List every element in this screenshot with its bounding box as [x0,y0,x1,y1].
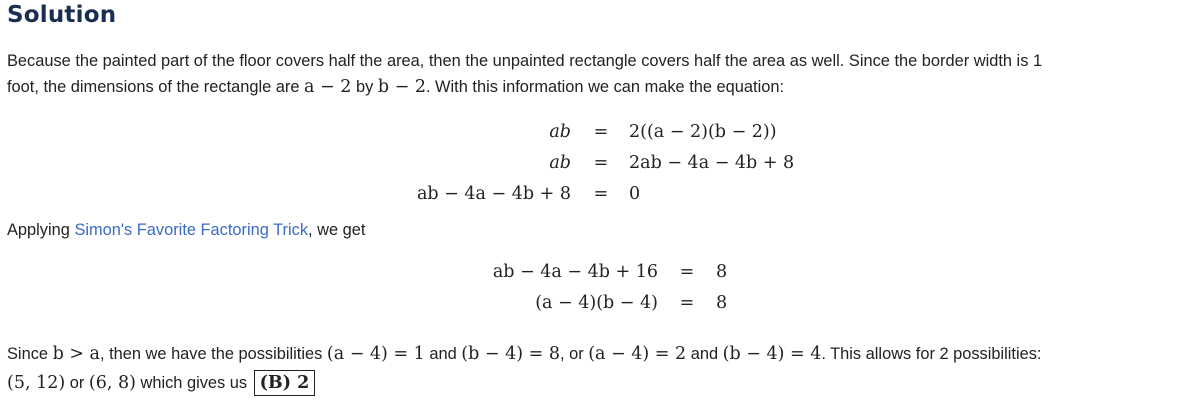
equation-lhs: ab [549,153,571,173]
conclusion-text: or [65,374,89,392]
inline-math: (b − 4) = 8 [461,344,560,364]
equation-lhs: ab − 4a − 4b + 8 [416,184,571,204]
equation-lhs: (a − 4)(b − 4) [535,293,658,313]
conclusion-text: and [686,345,723,363]
sfft-link[interactable]: Simon's Favorite Factoring Trick [74,221,309,239]
solution-heading: Solution [7,2,117,28]
intro-text: by [351,78,378,96]
equation-relation: = [679,262,695,282]
equation-rhs: 8 [716,293,728,313]
factoring-text: , we get [308,221,366,239]
factoring-text: Applying [7,221,75,239]
equation-row-4 [0,262,1199,288]
equation-row-5 [0,293,1199,319]
inline-math: b > a [52,344,100,364]
equation-rhs: 0 [629,184,641,204]
conclusion-text: Since [7,345,53,363]
conclusion-text: . This allows for 2 possibilities: [821,345,1042,363]
inline-math-b-minus-2: b − 2 [377,77,426,97]
intro-text: . With this information we can make the equation: [425,78,784,96]
boxed-answer: (B) 2 [254,370,316,396]
intro-text: foot, the dimensions of the rectangle are [7,78,305,96]
equation-lhs: ab − 4a − 4b + 16 [492,262,658,282]
intro-text: Because the painted part of the floor covers half the area, then the unpainted rectangle covers half the area as well. Since the border width is 1 [7,52,1043,70]
factoring-paragraph [7,217,365,243]
intro-paragraph-line-2 [7,74,784,100]
equation-row-3 [0,184,1199,210]
conclusion-text: , then we have the possibilities [100,345,327,363]
inline-math: (b − 4) = 4 [722,344,822,364]
equation-relation: = [593,153,609,173]
conclusion-text: , or [559,345,589,363]
equation-rhs: 8 [716,262,728,282]
intro-paragraph-line-1 [7,48,1042,74]
inline-math: (a − 4) = 2 [588,344,687,364]
conclusion-text: and [424,345,462,363]
conclusion-paragraph-line-1 [7,341,1042,367]
equation-row-1 [0,122,1199,148]
inline-math: (5, 12) [7,373,66,393]
conclusion-paragraph-line-2 [7,370,315,396]
equation-rhs: 2ab − 4a − 4b + 8 [629,153,795,173]
inline-math: (a − 4) = 1 [326,344,425,364]
equation-lhs: ab [549,122,571,142]
equation-relation: = [679,293,695,313]
equation-row-2 [0,153,1199,179]
conclusion-text: which gives us [135,374,252,392]
equation-rhs: 2((a − 2)(b − 2)) [629,122,777,142]
inline-math-a-minus-2: a − 2 [304,77,352,97]
inline-math: (6, 8) [88,373,136,393]
equation-relation: = [593,184,609,204]
equation-relation: = [593,122,609,142]
